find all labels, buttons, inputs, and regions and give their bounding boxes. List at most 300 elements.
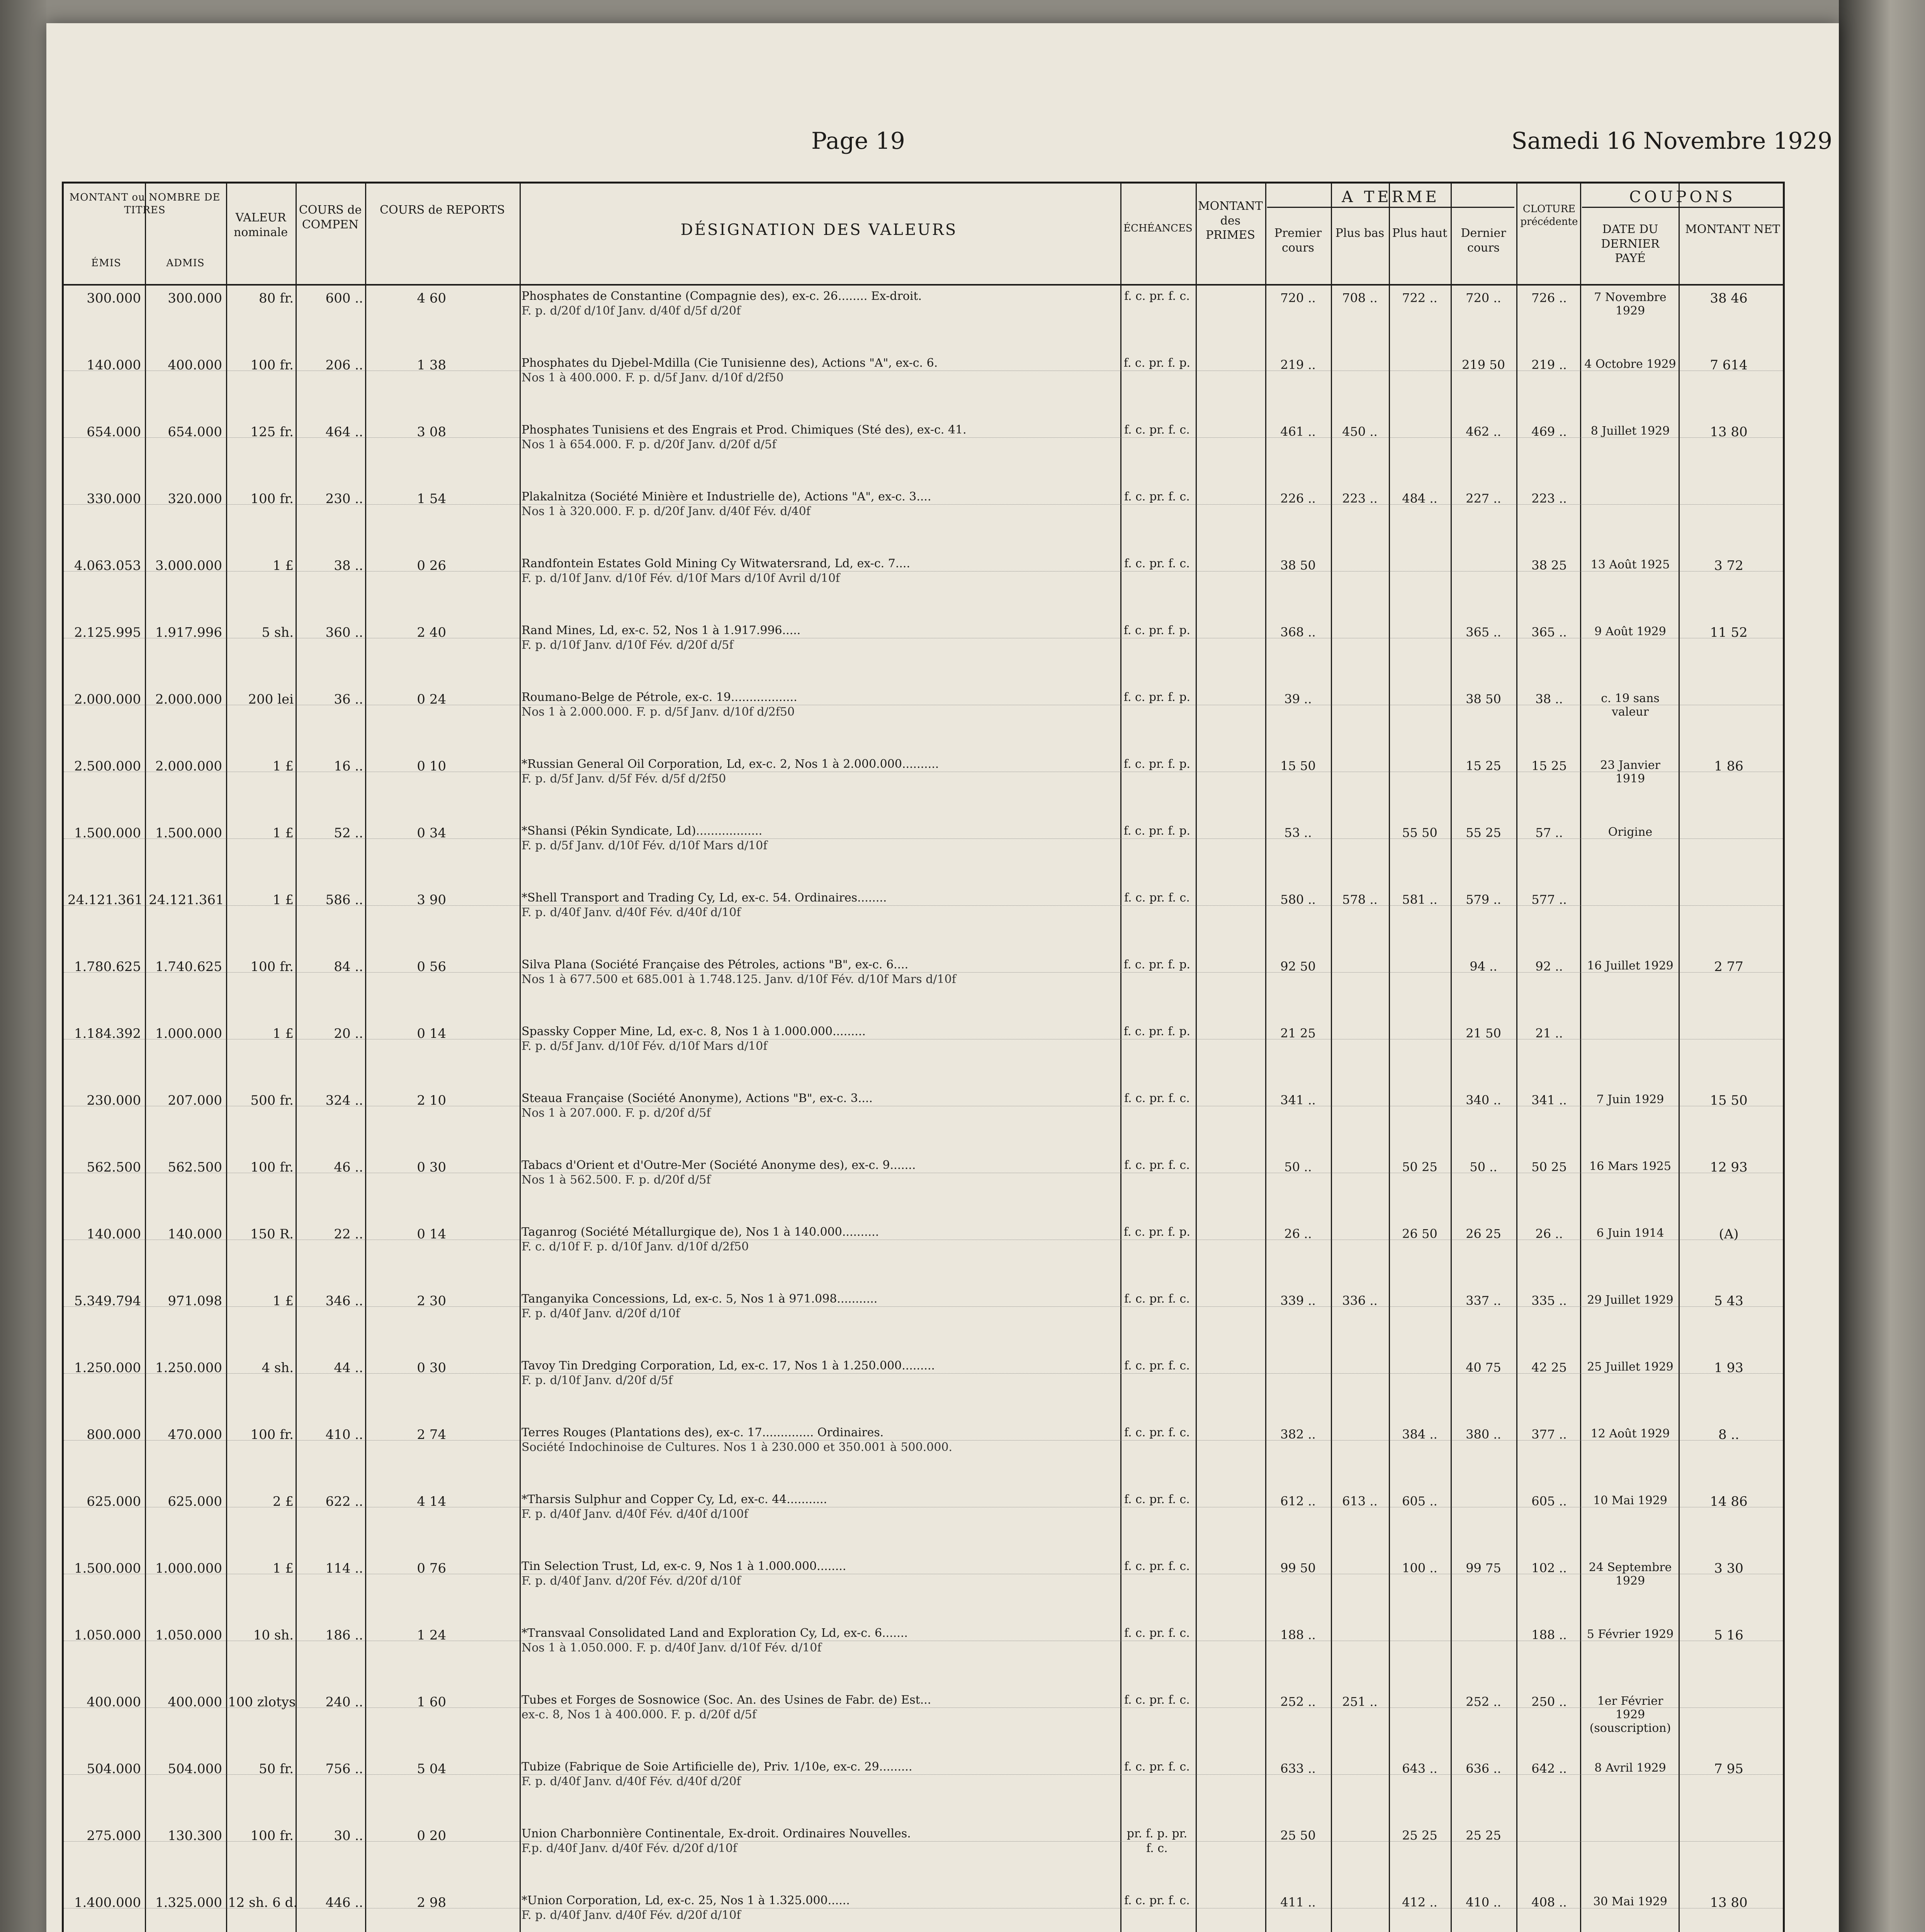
cell-echeances: pr. f. p. pr. f. c. bbox=[1126, 1827, 1188, 1855]
designation bbox=[522, 1827, 1116, 1856]
cell-echeances: f. c. pr. f. c. bbox=[1124, 557, 1190, 570]
cell-premier: 612 .. bbox=[1280, 1494, 1316, 1509]
cell-reports: 2 98 bbox=[417, 1895, 446, 1910]
designation bbox=[522, 1158, 1116, 1187]
cell-dernier: 252 .. bbox=[1466, 1694, 1501, 1709]
designation-sub: Société Indochinoise de Cultures. Nos 1 à 230.000 et 350.001 à 500.000. bbox=[522, 1440, 953, 1454]
header-designation: DÉSIGNATION DES VALEURS bbox=[680, 221, 958, 239]
cell-reports: 4 60 bbox=[417, 291, 446, 306]
cell-cloture: 21 .. bbox=[1535, 1026, 1563, 1041]
cell-coupon-date: 7 Novembre 1929 bbox=[1594, 291, 1667, 318]
designation-main: *Transvaal Consolidated Land and Exploration Cy, Ld, ex-c. 6....... bbox=[522, 1626, 908, 1640]
designation-sub: Nos 1 à 677.500 et 685.001 à 1.748.125. Janv. d/10f Fév. d/10f Mars d/10f bbox=[522, 973, 956, 986]
cell-coupon-net: 3 72 bbox=[1714, 558, 1743, 573]
cell-premier: 368 .. bbox=[1280, 625, 1316, 639]
cell-nominal: 200 lei bbox=[248, 692, 294, 707]
cell-premier: 580 .. bbox=[1280, 892, 1316, 907]
designation bbox=[522, 1091, 1116, 1121]
cell-compen: 324 .. bbox=[325, 1093, 363, 1108]
cell-coupon-net: 11 52 bbox=[1710, 625, 1748, 640]
designation-main: Tabacs d'Orient et d'Outre-Mer (Société Anonyme des), ex-c. 9....... bbox=[522, 1158, 916, 1172]
cell-compen: 36 .. bbox=[334, 692, 363, 707]
cell-coupon-date: 25 Juillet 1929 bbox=[1587, 1360, 1674, 1374]
cell-premier: 50 .. bbox=[1284, 1160, 1312, 1174]
cell-echeances: f. c. pr. f. p. bbox=[1123, 958, 1191, 971]
cell-cloture: 50 25 bbox=[1531, 1160, 1567, 1174]
cell-compen: 206 .. bbox=[325, 357, 363, 373]
cell-coupon-net: 8 .. bbox=[1718, 1427, 1740, 1442]
cell-reports: 0 30 bbox=[417, 1360, 446, 1376]
designation bbox=[522, 824, 1116, 853]
cell-emis: 300.000 bbox=[87, 291, 141, 306]
cell-premier: 21 25 bbox=[1280, 1026, 1316, 1041]
cell-reports: 0 14 bbox=[417, 1026, 446, 1041]
cell-plus-haut: 50 25 bbox=[1402, 1160, 1437, 1174]
cell-reports: 2 10 bbox=[417, 1093, 446, 1108]
designation-main: Roumano-Belge de Pétrole, ex-c. 19.................. bbox=[522, 690, 797, 704]
designation-main: Steaua Française (Société Anonyme), Actions "B", ex-c. 3.... bbox=[522, 1092, 873, 1105]
header-cours-compen: COURS de COMPEN bbox=[299, 203, 362, 231]
cell-compen: 410 .. bbox=[325, 1427, 363, 1442]
cell-admis: 130.300 bbox=[168, 1828, 222, 1844]
cell-compen: 756 .. bbox=[325, 1761, 363, 1777]
designation bbox=[522, 1359, 1116, 1388]
cell-nominal: 80 fr. bbox=[259, 291, 294, 306]
designation-sub: F. p. d/10f Janv. d/10f Fév. d/20f d/5f bbox=[522, 638, 734, 652]
cell-coupon-net: 12 93 bbox=[1710, 1160, 1748, 1175]
quotations-table bbox=[62, 182, 1785, 1932]
cell-dernier: 720 .. bbox=[1466, 291, 1501, 305]
cell-nominal: 1 £ bbox=[272, 1293, 294, 1309]
cell-reports: 0 10 bbox=[417, 759, 446, 774]
designation bbox=[522, 1225, 1116, 1254]
header-emis: ÉMIS bbox=[91, 257, 121, 269]
designation bbox=[522, 556, 1116, 586]
cell-dernier: 340 .. bbox=[1466, 1093, 1501, 1107]
cell-premier: 15 50 bbox=[1280, 759, 1316, 773]
header-montant-primes: MONTANT des PRIMES bbox=[1198, 199, 1263, 242]
table-body bbox=[64, 286, 1783, 1932]
cell-reports: 0 24 bbox=[417, 692, 446, 707]
cell-echeances: f. c. pr. f. c. bbox=[1124, 1760, 1190, 1774]
cell-coupon-date: c. 19 sans valeur bbox=[1601, 692, 1660, 719]
designation-main: *Union Corporation, Ld, ex-c. 25, Nos 1 à 1.325.000...... bbox=[522, 1894, 850, 1907]
cell-cloture: 377 .. bbox=[1531, 1427, 1567, 1442]
cell-plus-bas: 708 .. bbox=[1342, 291, 1378, 305]
cell-nominal: 2 £ bbox=[272, 1494, 294, 1509]
cell-compen: 600 .. bbox=[325, 291, 363, 306]
cell-echeances: f. c. pr. f. p. bbox=[1123, 624, 1191, 637]
cell-reports: 1 24 bbox=[417, 1628, 446, 1643]
cell-coupon-date: 24 Septembre 1929 bbox=[1589, 1561, 1672, 1588]
cell-dernier: 25 25 bbox=[1466, 1828, 1501, 1843]
designation bbox=[522, 623, 1116, 653]
designation bbox=[522, 1024, 1116, 1054]
designation-main: Phosphates de Constantine (Compagnie des), ex-c. 26........ Ex-droit. bbox=[522, 289, 922, 303]
cell-coupon-date: 5 Février 1929 bbox=[1587, 1628, 1674, 1641]
cell-coupon-net: 38 46 bbox=[1710, 291, 1748, 306]
cell-compen: 84 .. bbox=[334, 959, 363, 975]
cell-coupon-net: 13 80 bbox=[1710, 1895, 1748, 1910]
cell-cloture: 57 .. bbox=[1535, 825, 1563, 840]
cell-dernier: 21 50 bbox=[1466, 1026, 1501, 1041]
cell-premier: 92 50 bbox=[1280, 959, 1316, 974]
cell-admis: 1.740.625 bbox=[155, 959, 222, 975]
cell-emis: 1.184.392 bbox=[74, 1026, 141, 1041]
cell-dernier: 99 75 bbox=[1466, 1561, 1501, 1575]
cell-reports: 0 20 bbox=[417, 1828, 446, 1844]
cell-emis: 140.000 bbox=[87, 1226, 141, 1242]
cell-admis: 3.000.000 bbox=[155, 558, 222, 573]
cell-dernier: 227 .. bbox=[1466, 491, 1501, 506]
cell-premier: 339 .. bbox=[1280, 1293, 1316, 1308]
cell-dernier: 26 25 bbox=[1466, 1226, 1501, 1241]
cell-premier: 226 .. bbox=[1280, 491, 1316, 506]
header-montant: MONTANT ou NOMBRE DE TITRES bbox=[69, 192, 221, 216]
designation-main: *Shell Transport and Trading Cy, Ld, ex-c. 54. Ordinaires........ bbox=[522, 891, 887, 905]
cell-dernier: 462 .. bbox=[1466, 424, 1501, 439]
cell-admis: 140.000 bbox=[168, 1226, 222, 1242]
cell-nominal: 100 fr. bbox=[250, 959, 294, 975]
designation-sub: Nos 1 à 2.000.000. F. p. d/5f Janv. d/10f d/2f50 bbox=[522, 705, 795, 719]
cell-echeances: f. c. pr. f. c. bbox=[1124, 891, 1190, 905]
designation-main: Phosphates du Djebel-Mdilla (Cie Tunisienne des), Actions "A", ex-c. 6. bbox=[522, 356, 938, 370]
cell-dernier: 410 .. bbox=[1466, 1895, 1501, 1910]
cell-emis: 654.000 bbox=[87, 424, 141, 440]
cell-dernier: 579 .. bbox=[1466, 892, 1501, 907]
cell-compen: 230 .. bbox=[325, 491, 363, 507]
cell-plus-bas: 336 .. bbox=[1342, 1293, 1378, 1308]
cell-coupon-net: 1 93 bbox=[1714, 1360, 1743, 1376]
designation-main: Spassky Copper Mine, Ld, ex-c. 8, Nos 1 à 1.000.000......... bbox=[522, 1025, 866, 1038]
cell-coupon-net: 15 50 bbox=[1710, 1093, 1748, 1108]
cell-coupon-date: Origine bbox=[1608, 825, 1653, 839]
cell-plus-haut: 643 .. bbox=[1402, 1761, 1437, 1776]
cell-coupon-date: 4 Octobre 1929 bbox=[1584, 357, 1676, 371]
cell-echeances: f. c. pr. f. c. bbox=[1124, 1426, 1190, 1439]
cell-compen: 346 .. bbox=[325, 1293, 363, 1309]
cell-premier: 411 .. bbox=[1280, 1895, 1316, 1910]
cell-coupon-net: 14 86 bbox=[1710, 1494, 1748, 1509]
header-valeur: VALEUR nominale bbox=[234, 211, 288, 239]
designation bbox=[522, 1760, 1116, 1789]
cell-coupon-date: 8 Juillet 1929 bbox=[1590, 424, 1670, 438]
cell-echeances: f. c. pr. f. p. bbox=[1123, 356, 1191, 370]
cell-echeances: f. c. pr. f. c. bbox=[1124, 1092, 1190, 1105]
designation-sub: F. c. d/10f F. p. d/10f Janv. d/10f d/2f50 bbox=[522, 1240, 749, 1253]
designation-sub: Nos 1 à 207.000. F. p. d/20f d/5f bbox=[522, 1106, 711, 1120]
designation-main: *Tharsis Sulphur and Copper Cy, Ld, ex-c. 44........... bbox=[522, 1493, 827, 1506]
cell-emis: 2.125.995 bbox=[74, 625, 141, 640]
cell-echeances: f. c. pr. f. c. bbox=[1124, 1560, 1190, 1573]
header-premier: Premier cours bbox=[1274, 226, 1322, 255]
cell-plus-haut: 26 50 bbox=[1402, 1226, 1437, 1241]
cell-emis: 24.121.361 bbox=[68, 892, 143, 908]
page-number: Page 19 bbox=[811, 128, 905, 155]
cell-cloture: 223 .. bbox=[1531, 491, 1567, 506]
cell-emis: 2.500.000 bbox=[74, 759, 141, 774]
designation bbox=[522, 423, 1116, 452]
cell-premier: 39 .. bbox=[1284, 692, 1312, 706]
cell-premier: 382 .. bbox=[1280, 1427, 1316, 1442]
cell-coupon-date: 7 Juin 1929 bbox=[1596, 1093, 1664, 1106]
cell-reports: 3 90 bbox=[417, 892, 446, 908]
designation-sub: Nos 1 à 400.000. F. p. d/5f Janv. d/10f d/2f50 bbox=[522, 371, 784, 384]
cell-premier: 53 .. bbox=[1284, 825, 1312, 840]
cell-echeances: f. c. pr. f. p. bbox=[1123, 1025, 1191, 1038]
cell-compen: 44 .. bbox=[334, 1360, 363, 1376]
designation-sub: F. p. d/10f Janv. d/10f Fév. d/10f Mars d/10f Avril d/10f bbox=[522, 571, 840, 585]
cell-admis: 654.000 bbox=[168, 424, 222, 440]
cell-dernier: 365 .. bbox=[1466, 625, 1501, 639]
cell-nominal: 1 £ bbox=[272, 825, 294, 841]
cell-cloture: 250 .. bbox=[1531, 1694, 1567, 1709]
cell-plus-haut: 605 .. bbox=[1402, 1494, 1437, 1509]
cell-plus-haut: 581 .. bbox=[1402, 892, 1437, 907]
cell-compen: 186 .. bbox=[325, 1628, 363, 1643]
cell-echeances: f. c. pr. f. c. bbox=[1124, 423, 1190, 437]
cell-nominal: 1 £ bbox=[272, 1561, 294, 1576]
cell-cloture: 38 .. bbox=[1535, 692, 1563, 706]
designation-sub: F. p. d/40f Janv. d/40f Fév. d/40f d/10f bbox=[522, 906, 741, 919]
cell-admis: 24.121.361 bbox=[149, 892, 224, 908]
cell-coupon-date: 30 Mai 1929 bbox=[1593, 1895, 1667, 1908]
cell-reports: 0 26 bbox=[417, 558, 446, 573]
cell-cloture: 26 .. bbox=[1535, 1226, 1563, 1241]
cell-admis: 207.000 bbox=[168, 1093, 222, 1108]
cell-cloture: 408 .. bbox=[1531, 1895, 1567, 1910]
cell-cloture: 188 .. bbox=[1531, 1628, 1567, 1642]
cell-cloture: 42 25 bbox=[1531, 1360, 1567, 1375]
cell-compen: 446 .. bbox=[325, 1895, 363, 1910]
table-header bbox=[64, 184, 1783, 286]
cell-echeances: f. c. pr. f. p. bbox=[1123, 690, 1191, 704]
cell-compen: 586 .. bbox=[325, 892, 363, 908]
cell-plus-bas: 578 .. bbox=[1342, 892, 1378, 907]
cell-cloture: 365 .. bbox=[1531, 625, 1567, 639]
designation-main: Terres Rouges (Plantations des), ex-c. 17.............. Ordinaires. bbox=[522, 1426, 884, 1439]
cell-cloture: 642 .. bbox=[1531, 1761, 1567, 1776]
cell-emis: 5.349.794 bbox=[74, 1293, 141, 1309]
cell-compen: 30 .. bbox=[334, 1828, 363, 1844]
cell-reports: 0 14 bbox=[417, 1226, 446, 1242]
cell-premier: 26 .. bbox=[1284, 1226, 1312, 1241]
designation bbox=[522, 490, 1116, 519]
designation bbox=[522, 289, 1116, 318]
designation bbox=[522, 1425, 1116, 1455]
cell-echeances: f. c. pr. f. c. bbox=[1124, 289, 1190, 303]
cell-compen: 38 .. bbox=[334, 558, 363, 573]
cell-coupon-net: 1 86 bbox=[1714, 759, 1743, 774]
cell-admis: 504.000 bbox=[168, 1761, 222, 1777]
designation bbox=[522, 891, 1116, 920]
cell-compen: 464 .. bbox=[325, 424, 363, 440]
cell-coupon-net: 13 80 bbox=[1710, 424, 1748, 440]
cell-reports: 4 14 bbox=[417, 1494, 446, 1509]
cell-echeances: f. c. pr. f. c. bbox=[1124, 1292, 1190, 1306]
cell-emis: 230.000 bbox=[87, 1093, 141, 1108]
cell-plus-haut: 484 .. bbox=[1402, 491, 1437, 506]
cell-nominal: 10 sh. bbox=[253, 1628, 294, 1643]
header-cours-reports: COURS de REPORTS bbox=[380, 203, 505, 217]
designation bbox=[522, 1893, 1116, 1923]
cell-compen: 22 .. bbox=[334, 1226, 363, 1242]
designation-main: Union Charbonnière Continentale, Ex-droit. Ordinaires Nouvelles. bbox=[522, 1827, 911, 1840]
cell-nominal: 1 £ bbox=[272, 558, 294, 573]
designation-sub: Nos 1 à 562.500. F. p. d/20f d/5f bbox=[522, 1173, 711, 1187]
cell-admis: 1.050.000 bbox=[155, 1628, 222, 1643]
cell-nominal: 500 fr. bbox=[250, 1093, 294, 1108]
cell-plus-haut: 100 .. bbox=[1402, 1561, 1437, 1575]
cell-premier: 720 .. bbox=[1280, 291, 1316, 305]
designation-main: *Shansi (Pékin Syndicate, Ld).................. bbox=[522, 824, 763, 838]
cell-compen: 360 .. bbox=[325, 625, 363, 640]
cell-cloture: 102 .. bbox=[1531, 1561, 1567, 1575]
cell-nominal: 125 fr. bbox=[250, 424, 294, 440]
cell-premier: 25 50 bbox=[1280, 1828, 1316, 1843]
cell-admis: 320.000 bbox=[168, 491, 222, 507]
cell-dernier: 55 25 bbox=[1466, 825, 1501, 840]
cell-premier: 99 50 bbox=[1280, 1561, 1316, 1575]
cell-reports: 5 04 bbox=[417, 1761, 446, 1777]
cell-reports: 2 74 bbox=[417, 1427, 446, 1442]
cell-nominal: 1 £ bbox=[272, 892, 294, 908]
cell-premier: 219 .. bbox=[1280, 357, 1316, 372]
cell-dernier: 50 .. bbox=[1470, 1160, 1497, 1174]
header-echeances: ÉCHÉANCES bbox=[1123, 223, 1193, 234]
header-montant-net: MONTANT NET bbox=[1685, 223, 1780, 236]
cell-dernier: 40 75 bbox=[1466, 1360, 1501, 1375]
cell-admis: 2.000.000 bbox=[155, 759, 222, 774]
cell-plus-haut: 55 50 bbox=[1402, 825, 1437, 840]
cell-nominal: 1 £ bbox=[272, 1026, 294, 1041]
cell-cloture: 577 .. bbox=[1531, 892, 1567, 907]
cell-echeances: f. c. pr. f. p. bbox=[1123, 1225, 1191, 1239]
cell-emis: 1.500.000 bbox=[74, 1561, 141, 1576]
designation-sub: F. p. d/40f Janv. d/40f Fév. d/20f d/10f bbox=[522, 1908, 741, 1922]
designation-sub: F. p. d/10f Janv. d/20f d/5f bbox=[522, 1374, 673, 1387]
cell-dernier: 94 .. bbox=[1470, 959, 1497, 974]
cell-dernier: 636 .. bbox=[1466, 1761, 1501, 1776]
cell-premier: 188 .. bbox=[1280, 1628, 1316, 1642]
cell-emis: 504.000 bbox=[87, 1761, 141, 1777]
cell-nominal: 100 fr. bbox=[250, 1427, 294, 1442]
designation-main: Tavoy Tin Dredging Corporation, Ld, ex-c. 17, Nos 1 à 1.250.000......... bbox=[522, 1359, 935, 1372]
designation-main: Tubize (Fabrique de Soie Artificielle de), Priv. 1/10e, ex-c. 29......... bbox=[522, 1760, 912, 1774]
cell-nominal: 5 sh. bbox=[262, 625, 294, 640]
header-cloture: CLOTURE précédente bbox=[1520, 203, 1578, 228]
designation-sub: Nos 1 à 654.000. F. p. d/20f Janv. d/20f d/5f bbox=[522, 438, 776, 451]
designation-main: Plakalnitza (Société Minière et Industrielle de), Actions "A", ex-c. 3.... bbox=[522, 490, 931, 503]
cell-reports: 1 54 bbox=[417, 491, 446, 507]
header-a-terme: A TERME bbox=[1267, 187, 1514, 208]
cell-emis: 2.000.000 bbox=[74, 692, 141, 707]
page-date: Samedi 16 Novembre 1929 bbox=[1511, 128, 1832, 155]
cell-cloture: 605 .. bbox=[1531, 1494, 1567, 1509]
cell-compen: 240 .. bbox=[325, 1694, 363, 1710]
designation-main: *Russian General Oil Corporation, Ld, ex-c. 2, Nos 1 à 2.000.000.......... bbox=[522, 757, 939, 771]
designation-main: Tin Selection Trust, Ld, ex-c. 9, Nos 1 à 1.000.000........ bbox=[522, 1560, 846, 1573]
cell-compen: 114 .. bbox=[325, 1561, 363, 1576]
header-date-dernier: DATE DU DERNIER PAYÉ bbox=[1601, 223, 1660, 265]
cell-coupon-net: 7 614 bbox=[1710, 357, 1748, 373]
cell-reports: 1 38 bbox=[417, 357, 446, 373]
cell-nominal: 100 fr. bbox=[250, 1160, 294, 1175]
cell-admis: 971.098 bbox=[168, 1293, 222, 1309]
cell-emis: 275.000 bbox=[87, 1828, 141, 1844]
cell-nominal: 150 R. bbox=[250, 1226, 294, 1242]
header-dernier: Dernier cours bbox=[1461, 226, 1506, 255]
cell-coupon-date: 23 Janvier 1919 bbox=[1600, 759, 1660, 786]
cell-reports: 0 34 bbox=[417, 825, 446, 841]
cell-admis: 1.500.000 bbox=[155, 825, 222, 841]
header-plus-haut: Plus haut bbox=[1392, 226, 1448, 240]
cell-echeances: f. c. pr. f. c. bbox=[1124, 1693, 1190, 1707]
designation-main: Rand Mines, Ld, ex-c. 52, Nos 1 à 1.917.996..... bbox=[522, 624, 801, 637]
cell-echeances: f. c. pr. f. p. bbox=[1123, 757, 1191, 771]
cell-admis: 470.000 bbox=[168, 1427, 222, 1442]
designation bbox=[522, 690, 1116, 719]
cell-coupon-date: 13 Août 1925 bbox=[1590, 558, 1670, 571]
cell-coupon-net: 7 95 bbox=[1714, 1761, 1743, 1777]
header-admis: ADMIS bbox=[166, 257, 205, 269]
cell-coupon-date: 29 Juillet 1929 bbox=[1587, 1293, 1674, 1307]
cell-echeances: f. c. pr. f. c. bbox=[1124, 490, 1190, 503]
designation-sub: ex-c. 8, Nos 1 à 400.000. F. p. d/20f d/5f bbox=[522, 1708, 756, 1721]
cell-echeances: f. c. pr. f. c. bbox=[1124, 1359, 1190, 1372]
designation-sub: F. p. d/40f Janv. d/20f d/10f bbox=[522, 1307, 680, 1320]
designation bbox=[522, 757, 1116, 786]
cell-plus-haut: 384 .. bbox=[1402, 1427, 1437, 1442]
cell-plus-bas: 223 .. bbox=[1342, 491, 1378, 506]
designation-main: Phosphates Tunisiens et des Engrais et Prod. Chimiques (Sté des), ex-c. 41. bbox=[522, 423, 967, 437]
cell-coupon-net: 2 77 bbox=[1714, 959, 1743, 975]
cell-dernier: 337 .. bbox=[1466, 1293, 1501, 1308]
cell-echeances: f. c. pr. f. p. bbox=[1123, 824, 1191, 838]
cell-plus-bas: 613 .. bbox=[1342, 1494, 1378, 1509]
cell-admis: 400.000 bbox=[168, 1694, 222, 1710]
designation-sub: F. p. d/5f Janv. d/10f Fév. d/10f Mars d/10f bbox=[522, 839, 768, 852]
cell-emis: 1.400.000 bbox=[74, 1895, 141, 1910]
cell-nominal: 4 sh. bbox=[262, 1360, 294, 1376]
cell-nominal: 100 fr. bbox=[250, 491, 294, 507]
cell-nominal: 1 £ bbox=[272, 759, 294, 774]
designation bbox=[522, 1559, 1116, 1588]
cell-cloture: 15 25 bbox=[1531, 759, 1567, 773]
designation bbox=[522, 957, 1116, 987]
cell-emis: 140.000 bbox=[87, 357, 141, 373]
cell-emis: 400.000 bbox=[87, 1694, 141, 1710]
designation-sub: F. p. d/20f d/10f Janv. d/40f d/5f d/20f bbox=[522, 304, 741, 318]
table-row bbox=[64, 1890, 1783, 1932]
cell-admis: 2.000.000 bbox=[155, 692, 222, 707]
cell-reports: 3 08 bbox=[417, 424, 446, 440]
designation-main: Taganrog (Société Métallurgique de), Nos 1 à 140.000.......... bbox=[522, 1225, 879, 1239]
cell-reports: 0 76 bbox=[417, 1561, 446, 1576]
cell-emis: 562.500 bbox=[87, 1160, 141, 1175]
designation-sub: F. p. d/40f Janv. d/20f Fév. d/20f d/10f bbox=[522, 1574, 741, 1588]
cell-reports: 0 30 bbox=[417, 1160, 446, 1175]
cell-compen: 20 .. bbox=[334, 1026, 363, 1041]
cell-plus-haut: 412 .. bbox=[1402, 1895, 1437, 1910]
cell-emis: 800.000 bbox=[87, 1427, 141, 1442]
cell-cloture: 469 .. bbox=[1531, 424, 1567, 439]
cell-echeances: f. c. pr. f. c. bbox=[1124, 1894, 1190, 1907]
header-coupons: COUPONS bbox=[1582, 187, 1783, 208]
cell-cloture: 726 .. bbox=[1531, 291, 1567, 305]
page-shadow-right bbox=[1839, 0, 1925, 1932]
cell-emis: 625.000 bbox=[87, 1494, 141, 1509]
